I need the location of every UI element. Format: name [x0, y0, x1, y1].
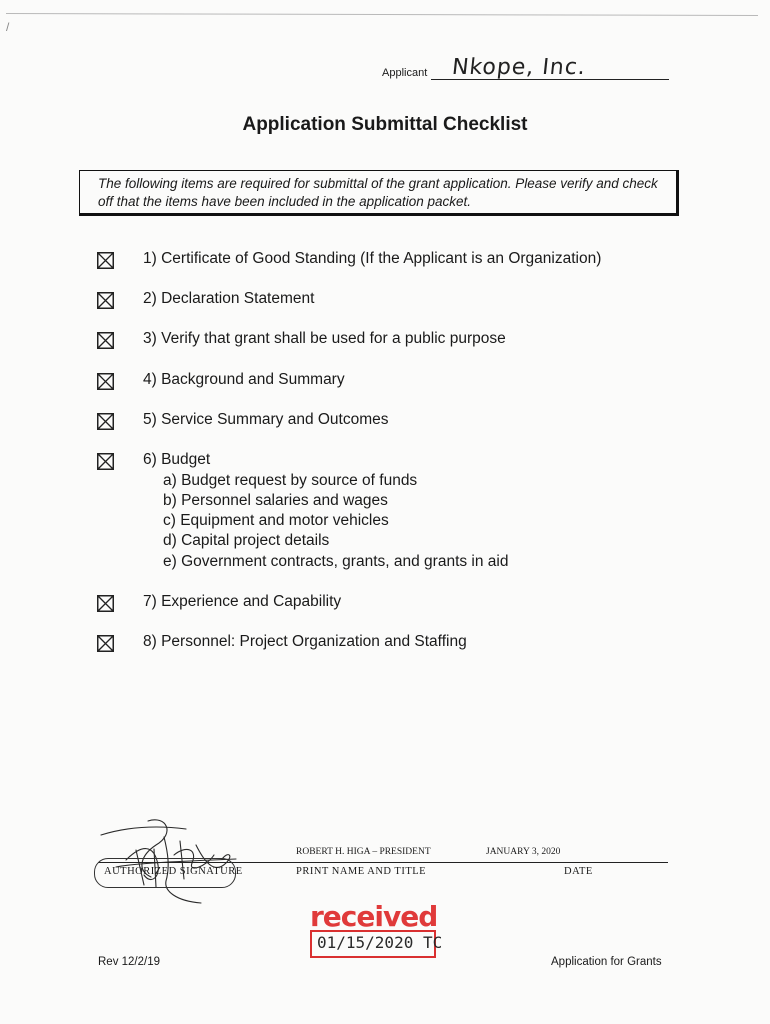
- budget-subitem: e) Government contracts, grants, and grants in aid: [163, 553, 509, 570]
- date-value: JANUARY 3, 2020: [486, 847, 561, 857]
- checkbox-checked-icon[interactable]: [97, 595, 114, 612]
- checklist-item-label: 5) Service Summary and Outcomes: [143, 411, 389, 428]
- checkbox-checked-icon[interactable]: [97, 373, 114, 390]
- checklist-item-label: 7) Experience and Capability: [143, 593, 342, 610]
- print-name-label: PRINT NAME AND TITLE: [296, 866, 427, 877]
- received-stamp-word: received: [310, 900, 438, 933]
- scan-edge-line: [6, 13, 758, 16]
- date-label: DATE: [564, 866, 593, 877]
- instructions-text: The following items are required for submittal of the grant application. Please verify and check off that the items have been included in the application packet.: [98, 176, 658, 209]
- checkbox-checked-icon[interactable]: [97, 453, 114, 470]
- received-date-box: [310, 930, 443, 958]
- checkbox-checked-icon[interactable]: [97, 252, 114, 269]
- page-title: Application Submittal Checklist: [242, 114, 528, 135]
- budget-subitem: a) Budget request by source of funds: [163, 472, 418, 489]
- print-name-value: ROBERT H. HIGA – PRESIDENT: [296, 847, 431, 857]
- received-stamp: [310, 900, 443, 952]
- scan-mark: /: [6, 20, 10, 34]
- checkbox-checked-icon[interactable]: [97, 292, 114, 309]
- checklist-item-label: 4) Background and Summary: [143, 371, 345, 388]
- checkbox-checked-icon[interactable]: [97, 413, 114, 430]
- form-name: Application for Grants: [551, 956, 662, 968]
- budget-subitem: c) Equipment and motor vehicles: [163, 512, 389, 529]
- authorized-signature-label: AUTHORIZED SIGNATURE: [104, 866, 243, 877]
- checklist-item-label: 3) Verify that grant shall be used for a public purpose: [143, 330, 506, 347]
- checklist-item-label: 1) Certificate of Good Standing (If the Applicant is an Organization): [143, 250, 602, 267]
- budget-subitem: d) Capital project details: [163, 532, 330, 549]
- checklist-item-label: 8) Personnel: Project Organization and Staffing: [143, 633, 467, 650]
- revision-note: Rev 12/2/19: [98, 956, 161, 968]
- budget-subitem: b) Personnel salaries and wages: [163, 492, 388, 509]
- checklist-item-label: 2) Declaration Statement: [143, 290, 315, 307]
- checkbox-checked-icon[interactable]: [97, 635, 114, 652]
- applicant-value[interactable]: Nkope, Inc.: [450, 55, 588, 80]
- received-date: 01/15/2020 TC: [317, 933, 443, 952]
- applicant-label: Applicant: [382, 67, 428, 79]
- checklist-item-label: 6) Budget: [143, 451, 211, 468]
- checkbox-checked-icon[interactable]: [97, 332, 114, 349]
